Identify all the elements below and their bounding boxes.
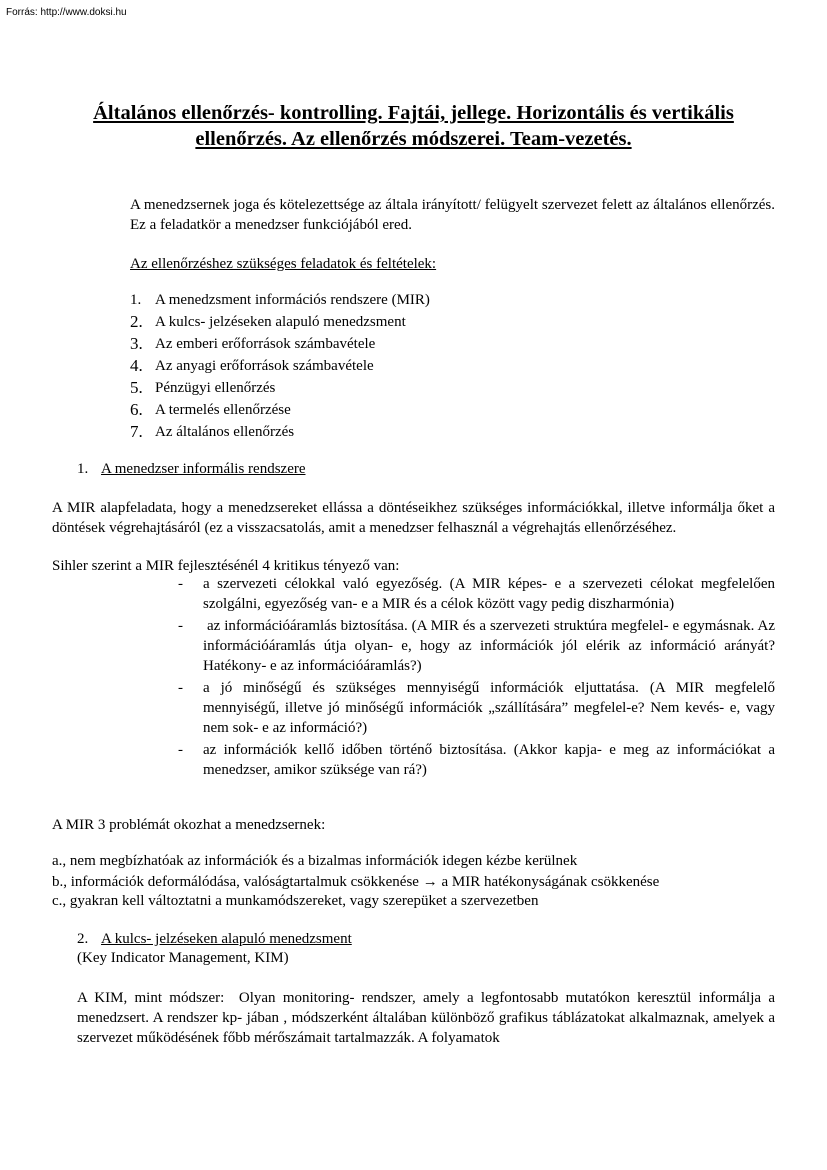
problem-c: c., gyakran kell változtatni a munkamódszereket, vagy szerepüket a szervezetben <box>52 893 539 909</box>
section-title: A kulcs- jelzéseken alapuló menedzsment <box>101 931 352 947</box>
list-item <box>178 574 775 614</box>
list-text: Az anyagi erőforrások számbavétele <box>155 358 374 374</box>
kim-paragraph: A KIM, mint módszer: Olyan monitoring- rendszer, amely a legfontosabb mutatókon keresztül informálja a menedzsert. A rendszer kp- jában , módszerként általában különböző grafikus táblázatokat alkalmaznak, amelyek a szervezet működésének főbb mérőszámait tartalmazzák. A folyamatok <box>77 990 779 1046</box>
list-text: A termelés ellenőrzése <box>155 402 291 418</box>
list-text: Pénzügyi ellenőrzés <box>155 380 276 396</box>
tasks-heading: Az ellenőrzéshez szükséges feladatok és feltételek: <box>130 256 437 272</box>
list-item <box>178 678 775 738</box>
dash-bullet: - <box>178 742 183 758</box>
list-text: A menedzsment információs rendszere (MIR) <box>155 292 430 308</box>
list-item <box>130 399 430 421</box>
section-title: A menedzser informális rendszere <box>101 461 306 477</box>
section-2-heading <box>77 929 352 949</box>
list-text: az információk kellő időben történő biztosítása. (Akkor kapja- e meg az információkat a menedzser, amikor szüksége van rá?) <box>203 742 775 778</box>
list-item <box>130 289 430 311</box>
dash-bullet: - <box>178 618 183 634</box>
list-number: 1. <box>130 292 142 308</box>
list-item <box>130 377 430 399</box>
list-number: 2. <box>130 312 143 331</box>
list-item <box>178 740 775 780</box>
list-item <box>130 355 430 377</box>
tasks-list <box>130 289 430 443</box>
list-number: 7. <box>130 422 143 441</box>
list-text: a jó minőségű és szükséges mennyiségű információk eljuttatása. (A MIR megfelelő mennyiségű, illetve jó minőségű információk „szállítására” megfelel-e? Nem kevés- e, vagy nem sok- e az információ?) <box>203 680 775 736</box>
list-number: 4. <box>130 356 143 375</box>
list-text: a szervezeti célokkal való egyezőség. (A MIR képes- e a szervezeti célokat megfelelően szolgálni, egyezőség van- e a MIR és a célok között vagy pedig diszharmónia) <box>203 576 775 612</box>
dash-bullet: - <box>178 576 183 592</box>
problem-a: a., nem megbízhatóak az információk és a bizalmas információk idegen kézbe kerülnek <box>52 853 578 869</box>
section-1-heading <box>77 459 306 479</box>
list-item <box>178 616 779 676</box>
problems-intro: A MIR 3 problémát okozhat a menedzsernek: <box>52 817 326 833</box>
mir-paragraph: A MIR alapfeladata, hogy a menedzsereket ellássa a döntéseikhez szükséges információkkal, illetve informálja őket a döntések végrehajtásáról (ez a visszacsatolás, amit a menedzser felhasznál a végrehajtás ellenőrzéséhez. <box>52 500 775 536</box>
list-number: 6. <box>130 400 143 419</box>
section-number: 2. <box>77 931 89 947</box>
list-text: A kulcs- jelzéseken alapuló menedzsment <box>155 314 406 330</box>
sihler-line: Sihler szerint a MIR fejlesztésénél 4 kritikus tényező van: <box>52 558 400 574</box>
list-text: az információáramlás biztosítása. (A MIR és a szervezeti struktúra megfelel- e egymásnak. Az információáramlás útja olyan- e, hogy az információk jól elérik az információ arányát? Hatékony- e az információáramlás?) <box>203 618 779 674</box>
source-url: Forrás: http://www.doksi.hu <box>6 7 127 18</box>
factors-list <box>178 574 779 780</box>
section-number: 1. <box>77 461 89 477</box>
list-number: 3. <box>130 334 143 353</box>
section-2-subtitle: (Key Indicator Management, KIM) <box>77 950 289 966</box>
dash-bullet: - <box>178 680 183 696</box>
list-number: 5. <box>130 378 143 397</box>
list-item <box>130 311 430 333</box>
list-text: Az általános ellenőrzés <box>155 424 295 440</box>
page-title: Általános ellenőrzés- kontrolling. Fajtái, jellege. Horizontális és vertikális ellenőrzés. Az ellenőrzés módszerei. Team-vezetés. <box>93 102 734 150</box>
problem-b: b., információk deformálódása, valóságtartalmuk csökkenése → a MIR hatékonyságának csökkenése <box>52 874 660 890</box>
list-item <box>130 333 430 355</box>
intro-paragraph: A menedzsernek joga és kötelezettsége az általa irányított/ felügyelt szervezet felett az általános ellenőrzés. Ez a feladatkör a menedzser funkciójából ered. <box>130 197 775 233</box>
list-item <box>130 421 430 443</box>
list-text: Az emberi erőforrások számbavétele <box>155 336 376 352</box>
